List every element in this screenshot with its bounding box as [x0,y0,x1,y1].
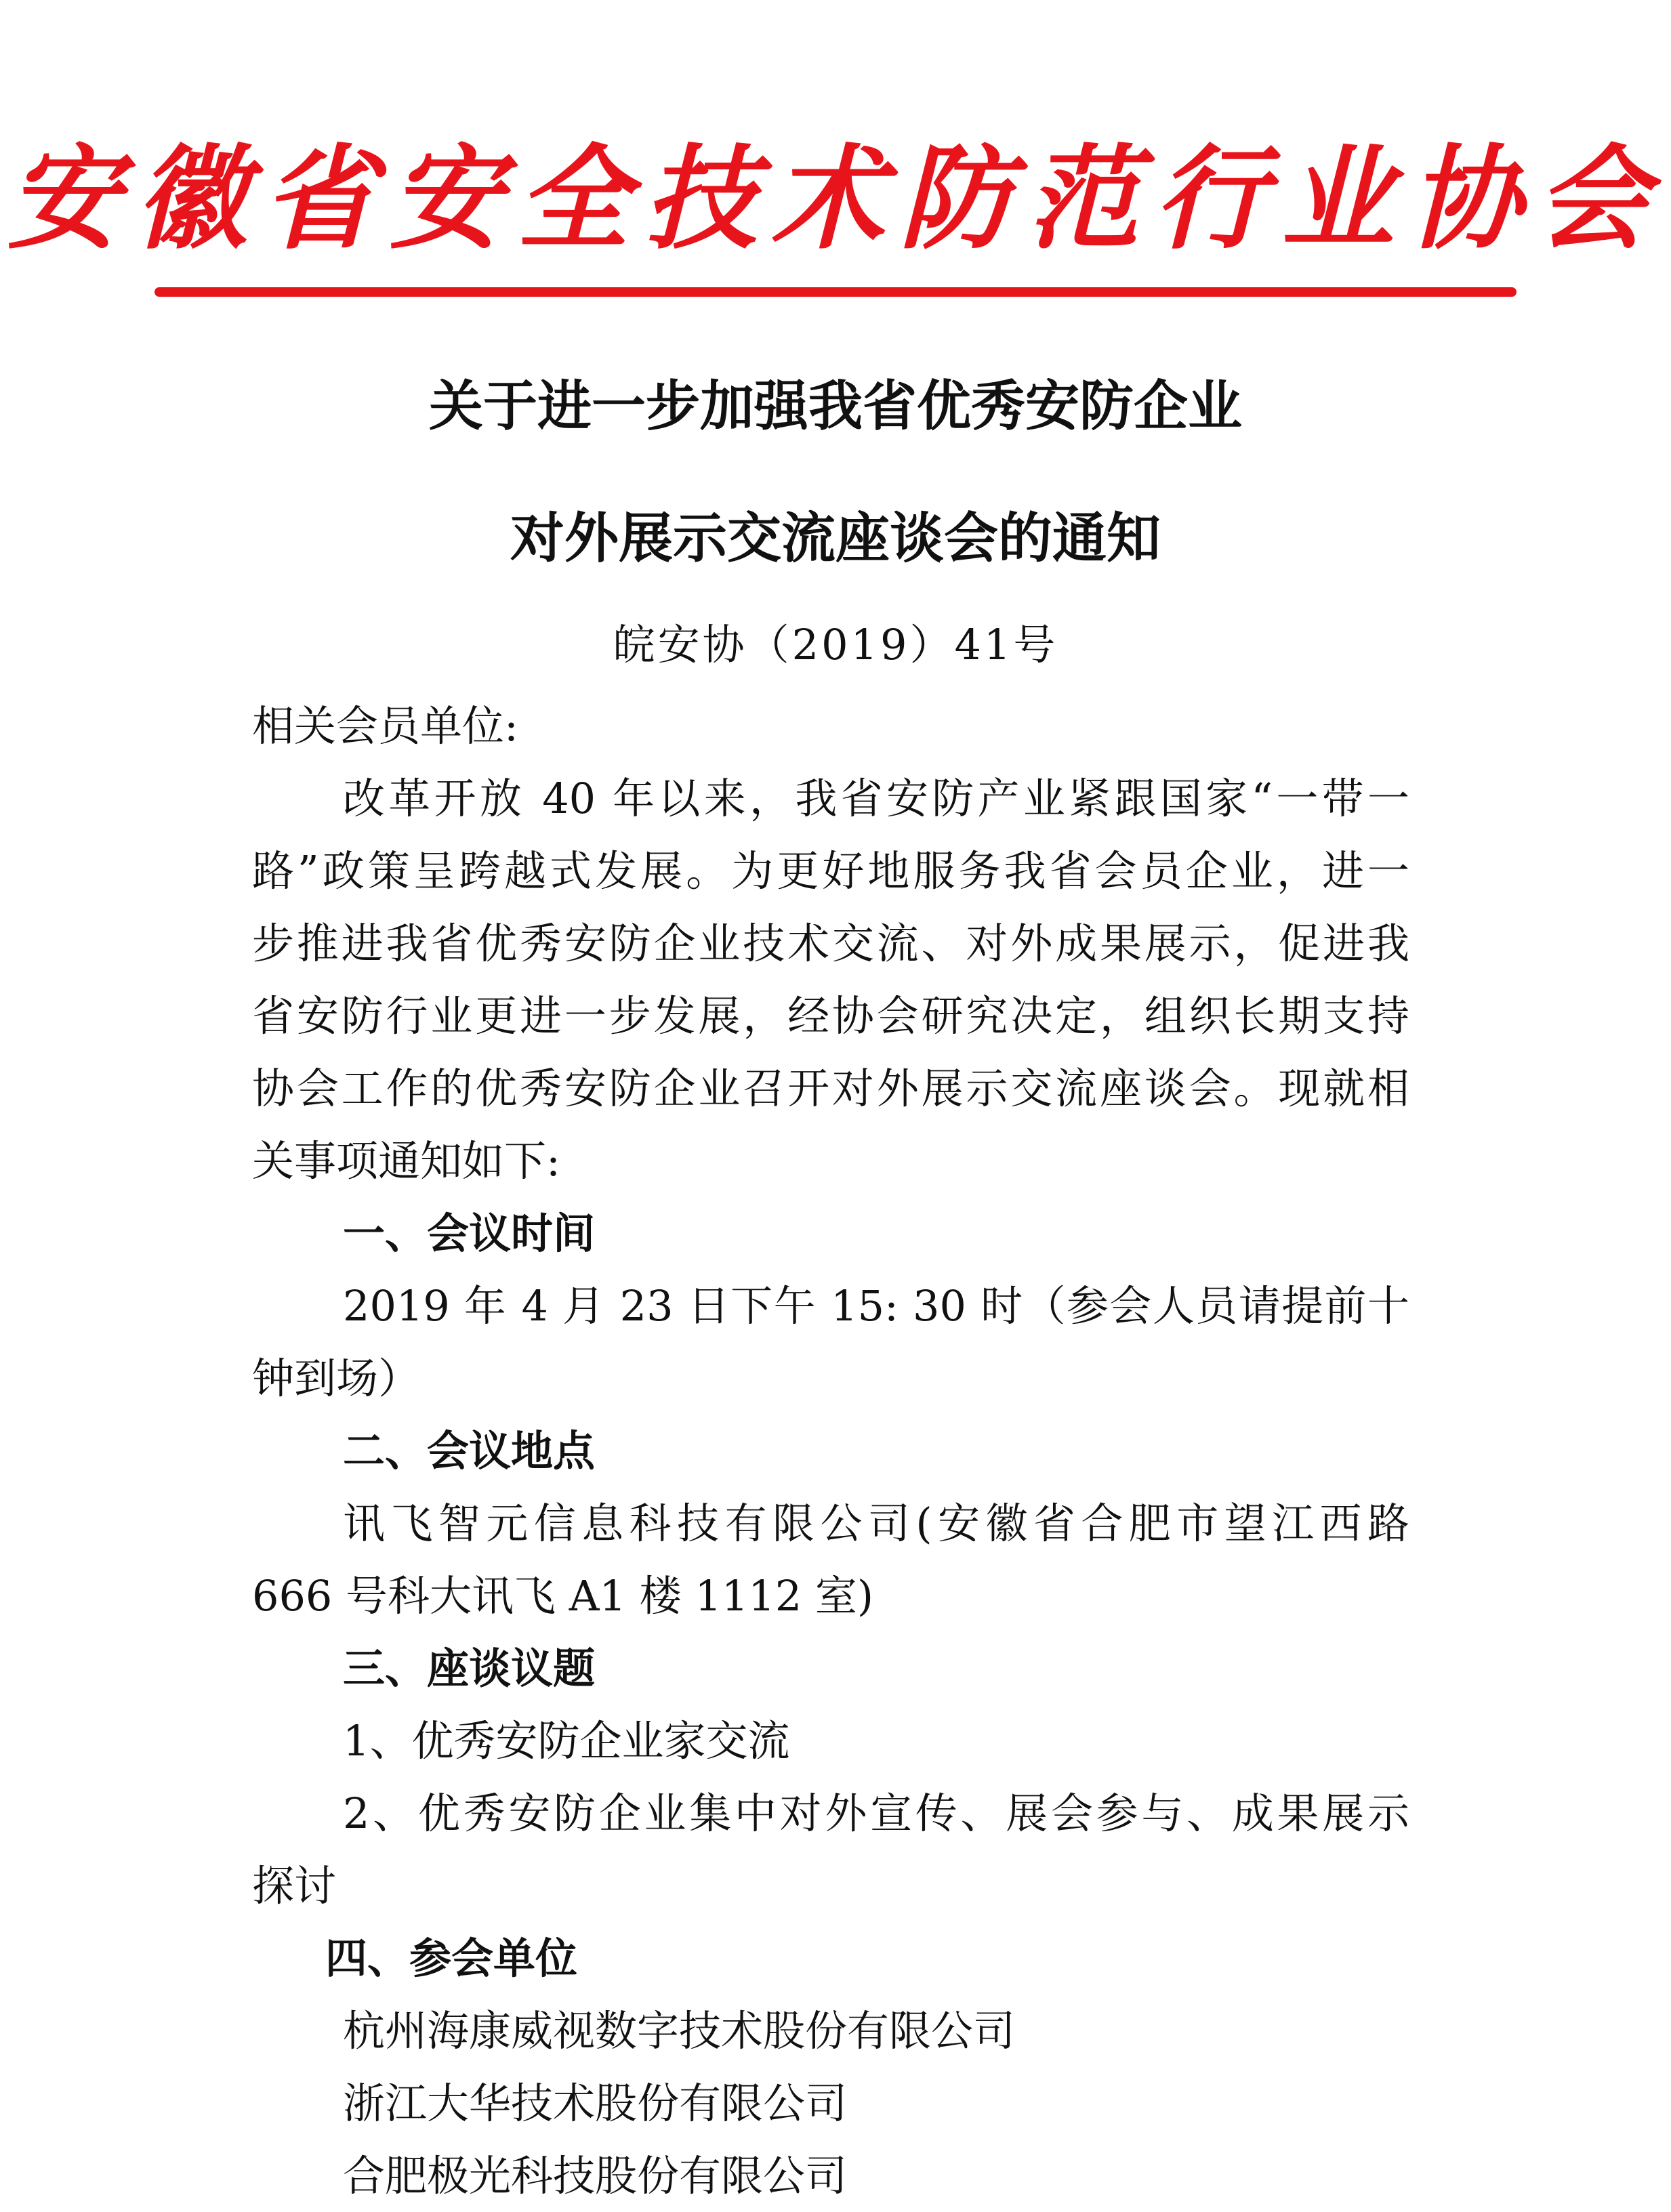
letterhead-red-rule [154,287,1517,297]
document-number: 皖安协（2019）41号 [613,620,1058,669]
section-heading-location: 二、会议地点 [343,1426,596,1476]
participant-org: 杭州海康威视数字技术股份有限公司 [343,2006,1016,2056]
intro-paragraph-line: 省安防行业更进一步发展，经协会研究决定，组织长期支持 [252,991,1409,1041]
notice-title-line-2: 对外展示交流座谈会的通知 [510,507,1161,570]
topic-item-2-line: 探讨 [252,1861,337,1911]
meeting-location-line: 讯飞智元信息科技有限公司(安徽省合肥市望江西路 [343,1499,1409,1548]
intro-paragraph-line: 路”政策呈跨越式发展。为更好地服务我省会员企业，进一 [252,846,1409,896]
intro-paragraph-line: 步推进我省优秀安防企业技术交流、对外成果展示，促进我 [252,919,1409,968]
intro-paragraph-line: 关事项通知如下: [252,1136,560,1186]
section-heading-time: 一、会议时间 [343,1209,596,1258]
meeting-time-line: 2019 年 4 月 23 日下午 15: 30 时（参会人员请提前十 [343,1281,1409,1331]
topic-item-2-line: 2、优秀安防企业集中对外宣传、展会参与、成果展示 [343,1789,1409,1838]
participant-org: 浙江大华技术股份有限公司 [343,2079,848,2128]
participant-org: 合肥极光科技股份有限公司 [343,2151,848,2200]
topic-item-1: 1、优秀安防企业家交流 [343,1716,790,1766]
letterhead-organization-name: 安徽省安全技术防范行业协会 [7,134,1664,265]
section-heading-topics: 三、座谈议题 [343,1644,596,1693]
meeting-location-line: 666 号科大讯飞 A1 楼 1112 室) [252,1571,874,1621]
intro-paragraph-line: 协会工作的优秀安防企业召开对外展示交流座谈会。现就相 [252,1064,1409,1113]
notice-title-line-1: 关于进一步加强我省优秀安防企业 [429,375,1242,438]
notice-body [252,690,1409,2212]
salutation: 相关会员单位: [252,701,518,751]
meeting-time-line: 钟到场） [252,1354,421,1403]
section-heading-participants: 四、参会单位 [325,1934,578,1983]
intro-paragraph-line: 改革开放 40 年以来，我省安防产业紧跟国家“一带一 [343,774,1409,823]
